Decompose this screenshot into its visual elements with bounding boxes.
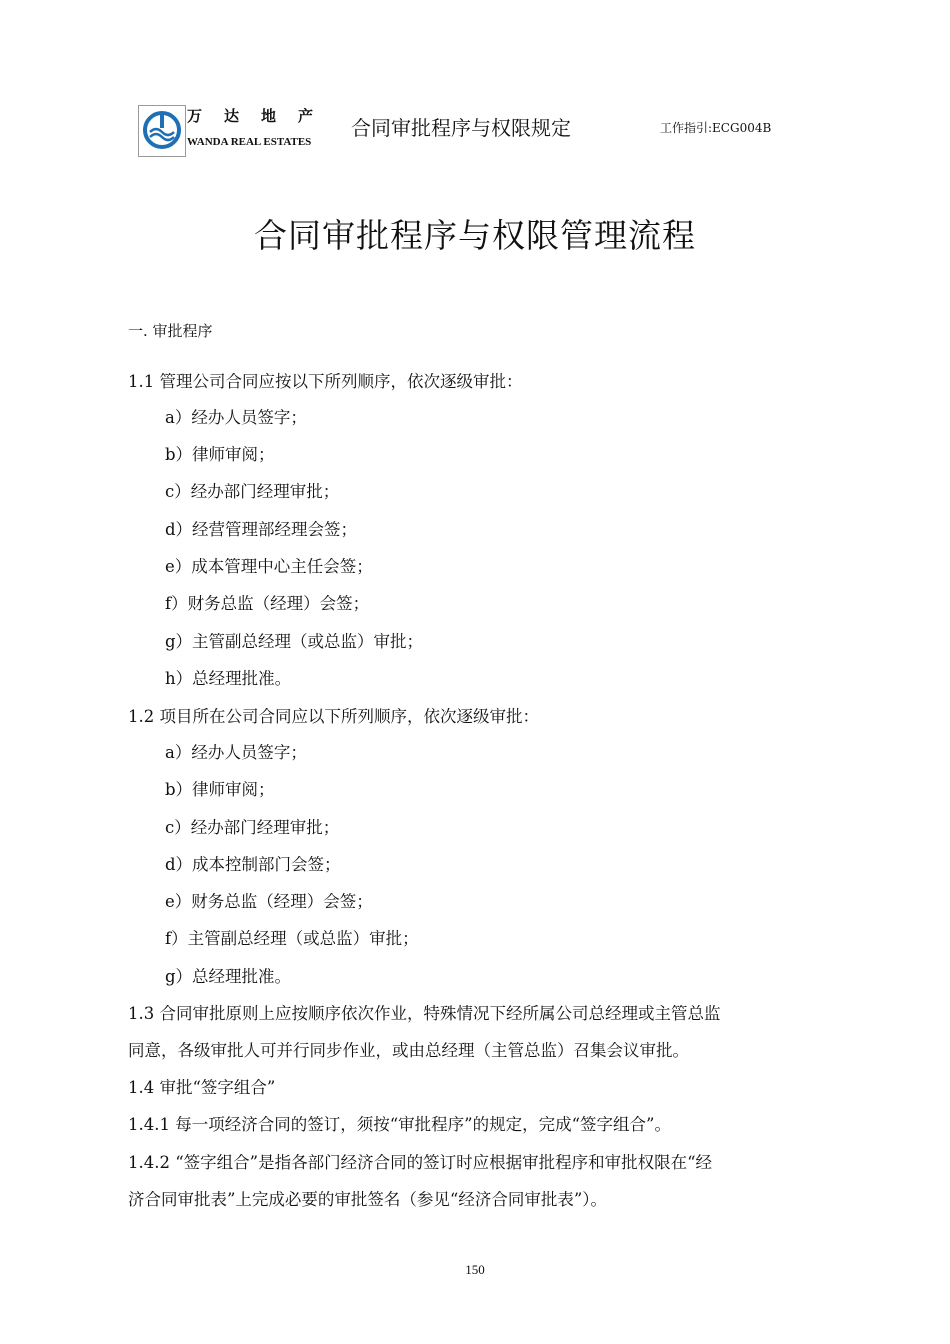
paragraph-1-4-2-cont: 济合同审批表”上完成必要的审批签名（参见“经济合同审批表”）。 [128, 1190, 608, 1209]
paragraph-1-1: 1.1 管理公司合同应按以下所列顺序，依次逐级审批： [128, 372, 523, 391]
paragraph-1-4-1: 1.4.1 每一项经济合同的签订，须按“审批程序”的规定，完成“签字组合”。 [128, 1115, 671, 1134]
list-item: d）经营管理部经理会签； [165, 520, 358, 539]
guide-code: 工作指引:ECG004B [660, 121, 772, 135]
list-item: h）总经理批准。 [165, 669, 292, 688]
page-number: 150 [465, 1262, 485, 1277]
list-item: c）经办部门经理审批； [165, 818, 340, 837]
list-item: d）成本控制部门会签； [165, 855, 341, 874]
paragraph-1-4: 1.4 审批“签字组合” [128, 1078, 276, 1097]
list-item: b）律师审阅； [165, 445, 275, 464]
list-item: a）经办人员签字； [165, 743, 307, 762]
paragraph-1-3-cont: 同意，各级审批人可并行同步作业，或由总经理（主管总监）召集会议审批。 [128, 1041, 689, 1060]
list-item: f）主管副总经理（或总监）审批； [165, 929, 419, 948]
section-heading: 一. 审批程序 [128, 322, 213, 340]
paragraph-1-4-2: 1.4.2 “签字组合”是指各部门经济合同的签订时应根据审批程序和审批权限在“经 [128, 1153, 713, 1172]
paragraph-1-3: 1.3 合同审批原则上应按顺序依次作业，特殊情况下经所属公司总经理或主管总监 [128, 1004, 721, 1023]
company-name-en: WANDA REAL ESTATES [187, 136, 312, 148]
list-item: g）总经理批准。 [165, 967, 292, 986]
list-item: e）成本管理中心主任会签； [165, 557, 373, 576]
list-item: c）经办部门经理审批； [165, 482, 340, 501]
list-item: e）财务总监（经理）会签； [165, 892, 373, 911]
list-item: f）财务总监（经理）会签； [165, 594, 370, 613]
list-item: g）主管副总经理（或总监）审批； [165, 632, 424, 651]
company-name-cn: 万达地产 [187, 107, 336, 125]
paragraph-1-2: 1.2 项目所在公司合同应以下所列顺序，依次逐级审批： [128, 707, 539, 726]
page-header [138, 101, 818, 157]
header-doc-title: 合同审批程序与权限规定 [351, 116, 571, 140]
page-title: 合同审批程序与权限管理流程 [254, 216, 696, 255]
wanda-logo [138, 105, 186, 157]
list-item: a）经办人员签字； [165, 408, 307, 427]
list-item: b）律师审阅； [165, 780, 275, 799]
wanda-logo-icon [141, 108, 183, 154]
